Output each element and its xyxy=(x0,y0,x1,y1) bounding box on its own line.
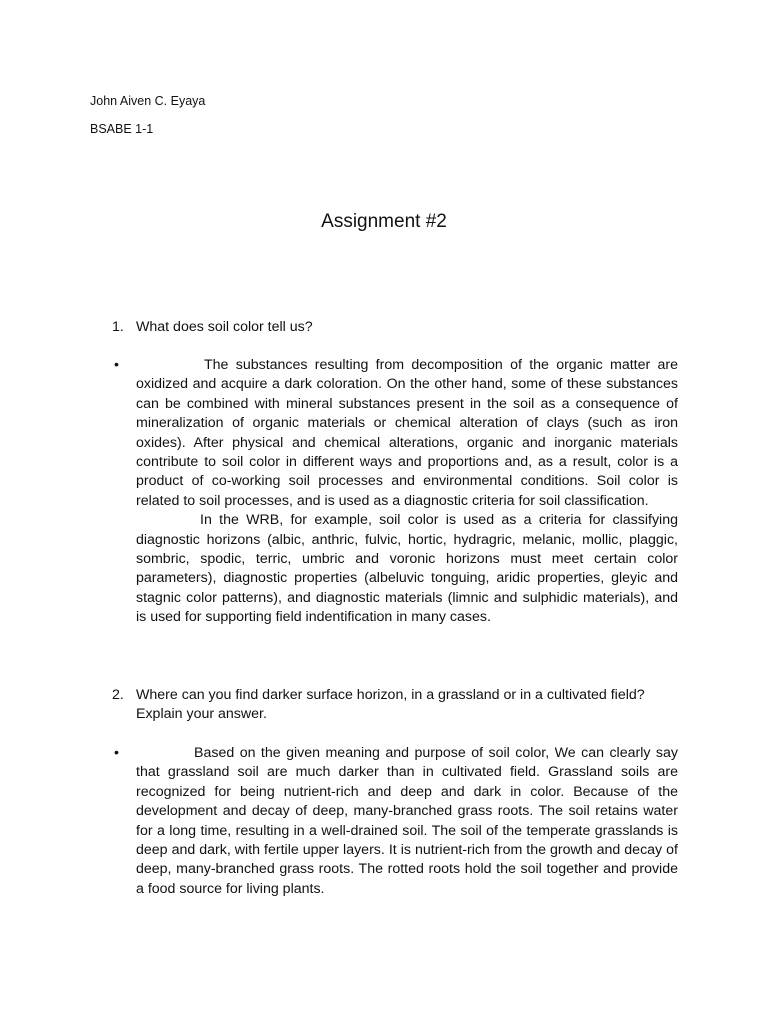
question-1-text: What does soil color tell us? xyxy=(136,319,313,335)
question-2-text: Where can you find darker surface horizon, in a grassland or in a cultivated field? Explain your answer. xyxy=(136,687,645,723)
answer-2 xyxy=(136,744,678,899)
answer-2-paragraph-1: Based on the given meaning and purpose of soil color, We can clearly say that grassland soil are much darker than in cultivated field. Grassland soils are recognized for being nutrient-rich and deep and dark in color. Because of the development and decay of deep, many-branched grass roots. The soil retains water for a long time, resulting in a well-drained soil. The soil of the temperate grasslands is deep and dark, with fertile upper layers. It is nutrient-rich from the growth and decay of deep, many-branched grass roots. The rotted roots hold the soil together and provide a food source for living plants. xyxy=(136,745,678,897)
section-code: BSABE 1-1 xyxy=(90,122,154,136)
question-2-number: 2. xyxy=(112,687,124,703)
question-1-number: 1. xyxy=(112,319,124,335)
document-title: Assignment #2 xyxy=(321,211,447,232)
answer-1-bullet: • xyxy=(114,357,119,373)
answer-2-bullet: • xyxy=(114,745,119,761)
author-name: John Aiven C. Eyaya xyxy=(90,94,206,108)
answer-1-paragraph-2: In the WRB, for example, soil color is used as a criteria for classifying diagnostic horizons (albic, anthric, fulvic, hortic, hydragric, melanic, mollic, plaggic, sombric, spodic, terric, umbric and voronic horizons must meet certain color parameters), diagnostic properties (albeluvic tonguing, aridic properties, gleyic and stagnic color patterns), and diagnostic materials (limnic and sulphidic materials), and is used for supporting field indentification in many cases. xyxy=(136,512,678,626)
answer-1 xyxy=(136,356,678,628)
answer-1-paragraph-1: The substances resulting from decomposition of the organic matter are oxidized and acquire a dark coloration. On the other hand, some of these substances can be combined with mineral substances present in the soil as a consequence of mineralization of organic materials or chemical alteration of clays (such as iron oxides). After physical and chemical alterations, organic and inorganic materials contribute to soil color in different ways and proportions and, as a result, color is a product of co-working soil processes and environmental conditions. Soil color is related to soil processes, and is used as a diagnostic criteria for soil classification. xyxy=(136,357,678,509)
